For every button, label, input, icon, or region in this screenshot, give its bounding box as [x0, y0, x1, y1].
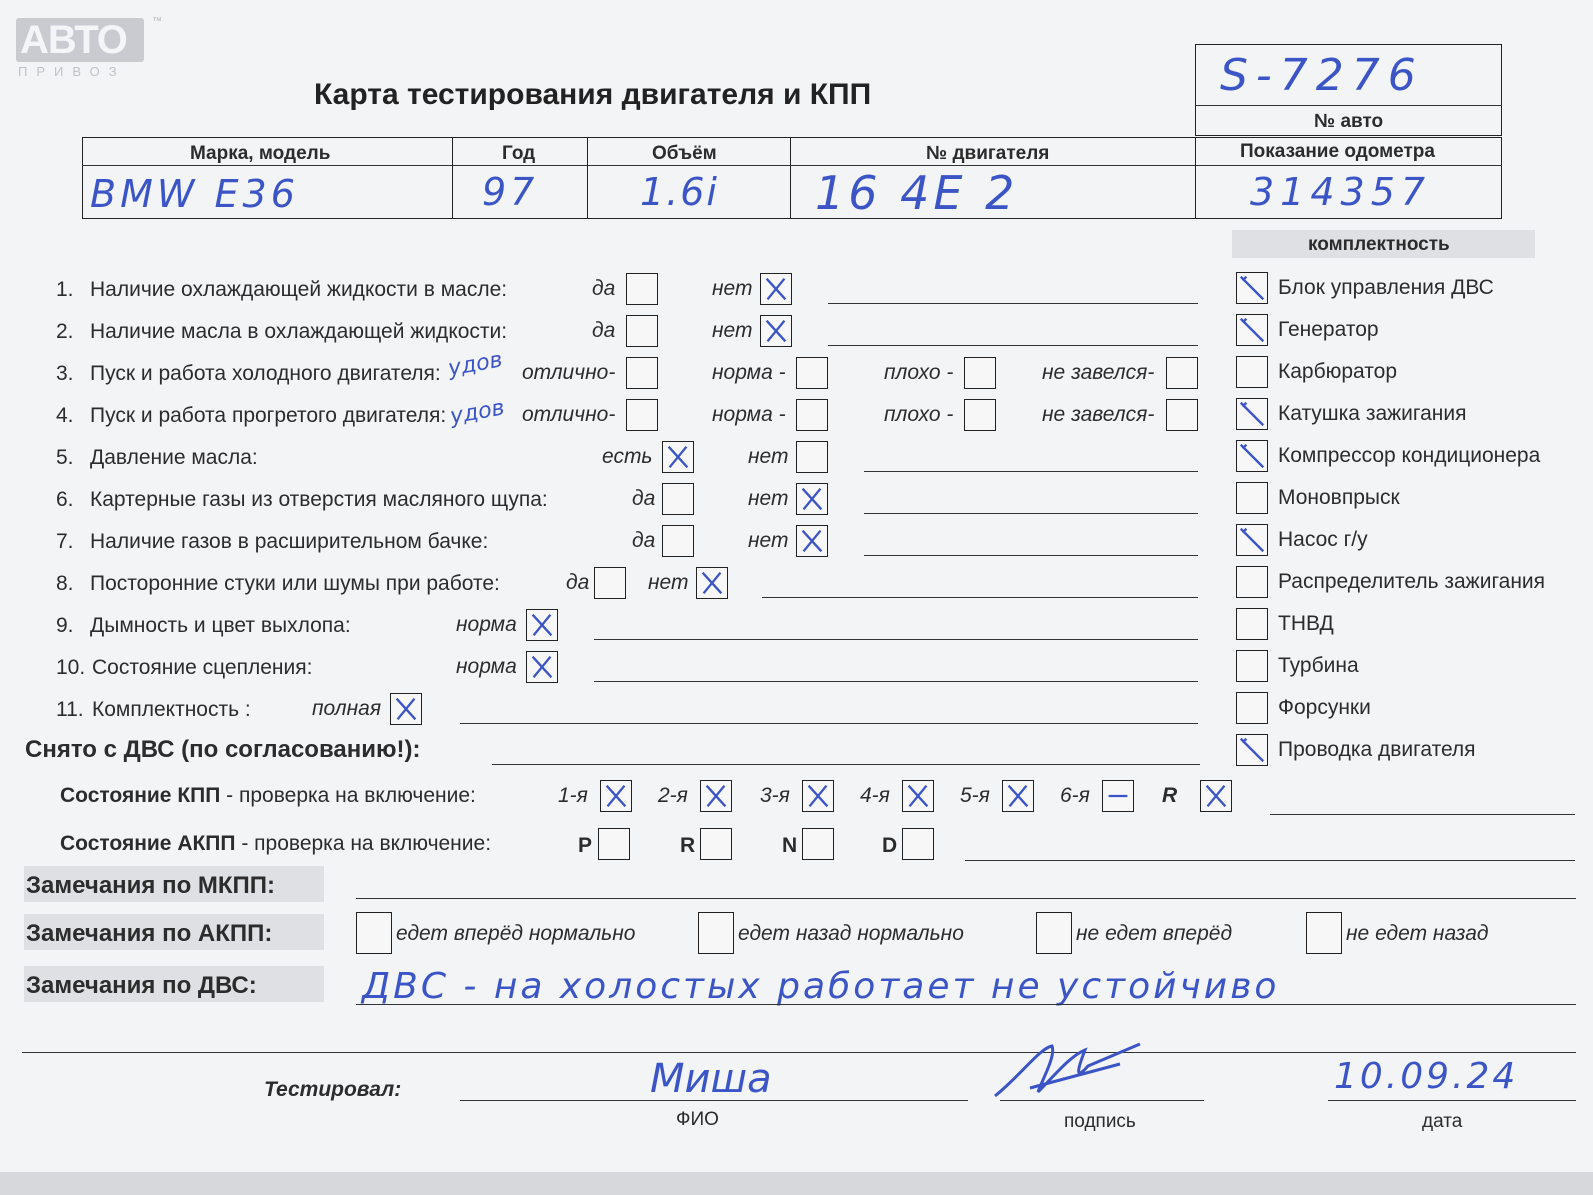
- opt-da-label: да: [592, 319, 616, 342]
- logo-text: АВТО: [20, 18, 127, 62]
- check-1-net-box[interactable]: [760, 273, 792, 305]
- akpp-gear-label: N: [782, 834, 798, 857]
- akpp-remark-option-box[interactable]: [1036, 912, 1072, 954]
- akpp-remark-option-label: едет назад нормально: [738, 922, 964, 945]
- check-3-excellent-box[interactable]: [626, 357, 658, 389]
- check-6-net-box[interactable]: [796, 483, 828, 515]
- engine-number-value: 16 4E 2: [815, 166, 1019, 220]
- check-mark-icon: [1201, 781, 1231, 811]
- komplekt-item-label: Генератор: [1278, 318, 1379, 341]
- opt-yes-label: есть: [602, 445, 653, 468]
- check-8-da-box[interactable]: [594, 567, 626, 599]
- akpp-remark-option-label: едет вперёд нормально: [396, 922, 636, 945]
- check-label: Пуск и работа прогретого двигателя:: [90, 404, 447, 427]
- check-label: Давление масла:: [90, 446, 258, 469]
- opt-net-label: нет: [748, 445, 789, 468]
- opt-normal-label: норма: [456, 613, 517, 636]
- akpp-remark-option-label: не едет вперёд: [1076, 922, 1233, 945]
- opt-normal-label: норма -: [712, 361, 786, 384]
- check-mark-icon: [527, 652, 557, 682]
- komplekt-item-label: Распределитель зажигания: [1278, 570, 1546, 593]
- komplekt-item-12-box[interactable]: [1236, 734, 1268, 766]
- check-2-da-box[interactable]: [626, 315, 658, 347]
- test-date: 10.09.24: [1334, 1056, 1519, 1097]
- check-mark-icon: [797, 526, 827, 556]
- check-mark-icon: [797, 484, 827, 514]
- dvs-remarks-label: Замечания по ДВС:: [26, 972, 257, 999]
- check-5-est-box[interactable]: [662, 441, 694, 473]
- check-3-normal-box[interactable]: [796, 357, 828, 389]
- check-number: 4.: [56, 404, 74, 427]
- logo-sub: ПРИВОЗ: [18, 64, 126, 79]
- komplekt-item-label: Проводка двигателя: [1278, 738, 1476, 761]
- komplekt-item-label: Компрессор кондиционера: [1278, 444, 1541, 467]
- check-mark-icon: [391, 694, 421, 724]
- check-mark-icon: [1237, 273, 1267, 303]
- akpp-gear-D-box[interactable]: [902, 828, 934, 860]
- warm-start-note: удов: [448, 395, 507, 430]
- akpp-gear-label: R: [680, 834, 696, 857]
- komplekt-title: комплектность: [1308, 234, 1450, 255]
- check-number: 6.: [56, 488, 74, 511]
- opt-normal-label: норма -: [712, 403, 786, 426]
- opt-da-label: да: [566, 571, 590, 594]
- akpp-remark-option-box[interactable]: [356, 912, 392, 954]
- check-4-excellent-box[interactable]: [626, 399, 658, 431]
- odometer-value: 314357: [1250, 170, 1432, 214]
- check-number: 7.: [56, 530, 74, 553]
- check-number: 9.: [56, 614, 74, 637]
- akpp-gear-R-box[interactable]: [700, 828, 732, 860]
- check-4-bad-box[interactable]: [964, 399, 996, 431]
- kpp-gear-2-я-box[interactable]: [700, 780, 732, 812]
- gear-label: 1-я: [558, 784, 588, 807]
- opt-nostart-label: не завелся-: [1042, 403, 1155, 426]
- komplekt-item-label: Блок управления ДВС: [1278, 276, 1494, 299]
- mkpp-remarks-label: Замечания по МКПП:: [26, 872, 276, 899]
- check-number: 8.: [56, 572, 74, 595]
- komplekt-item-label: Катушка зажигания: [1278, 402, 1467, 425]
- check-mark-icon: [1237, 525, 1267, 555]
- check-mark-icon: [701, 781, 731, 811]
- check-mark-icon: [1003, 781, 1033, 811]
- auto-number-label: № авто: [1314, 111, 1384, 132]
- opt-normal-label: норма: [456, 655, 517, 678]
- opt-excellent-label: отлично-: [522, 361, 616, 384]
- check-number: 10.: [56, 656, 86, 679]
- komplekt-item-label: Турбина: [1278, 654, 1359, 677]
- check-3-nostart-box[interactable]: [1166, 357, 1198, 389]
- opt-bad-label: плохо -: [884, 403, 954, 426]
- komplekt-item-label: Форсунки: [1278, 696, 1371, 719]
- odometer-label: Показание одометра: [1240, 141, 1435, 162]
- check-label: Посторонние стуки или шумы при работе:: [90, 572, 500, 595]
- check-mark-icon: [663, 442, 693, 472]
- akpp-remarks-label: Замечания по АКПП:: [26, 920, 273, 947]
- komplekt-item-5-box[interactable]: [1236, 440, 1268, 472]
- check-mark-icon: [903, 781, 933, 811]
- komplekt-item-7-box[interactable]: [1236, 524, 1268, 556]
- cold-start-note: удов: [446, 347, 505, 382]
- opt-da-label: да: [632, 487, 656, 510]
- page-title: Карта тестирования двигателя и КПП: [314, 78, 872, 111]
- check-mark-icon: [1237, 399, 1267, 429]
- akpp-label: Состояние АКПП - проверка на включение:: [60, 832, 492, 855]
- komplekt-item-2-box[interactable]: [1236, 314, 1268, 346]
- kpp-gear-5-я-box[interactable]: [1002, 780, 1034, 812]
- check-mark-icon: [697, 568, 727, 598]
- kpp-gear-4-я-box[interactable]: [902, 780, 934, 812]
- kpp-gear-6-я-box[interactable]: [1102, 780, 1134, 812]
- opt-nostart-label: не завелся-: [1042, 361, 1155, 384]
- dash-mark-icon: [1103, 781, 1133, 811]
- check-number: 2.: [56, 320, 74, 343]
- logo-tm: ™: [152, 16, 162, 27]
- logo: [16, 16, 162, 80]
- komplekt-item-label: ТНВД: [1278, 612, 1334, 635]
- gear-label: R: [1162, 784, 1178, 807]
- check-7-da-box[interactable]: [662, 525, 694, 557]
- volume-label: Объём: [652, 143, 717, 164]
- kpp-label: Состояние КПП - проверка на включение:: [60, 784, 476, 807]
- komplekt-item-label: Моновпрыск: [1278, 486, 1400, 509]
- check-label: Картерные газы из отверстия масляного щупа:: [90, 488, 548, 511]
- komplekt-item-label: Насос г/у: [1278, 528, 1368, 551]
- gear-label: 6-я: [1060, 784, 1090, 807]
- check-8-net-box[interactable]: [696, 567, 728, 599]
- check-mark-icon: [803, 781, 833, 811]
- akpp-remark-option-box[interactable]: [698, 912, 734, 954]
- check-5-net-box[interactable]: [796, 441, 828, 473]
- check-10-normal-box[interactable]: [526, 651, 558, 683]
- check-mark-icon: [761, 274, 791, 304]
- opt-net-label: нет: [648, 571, 689, 594]
- check-number: 5.: [56, 446, 74, 469]
- check-label: Наличие масла в охлаждающей жидкости:: [90, 320, 508, 343]
- check-label: Пуск и работа холодного двигателя:: [90, 362, 441, 385]
- check-mark-icon: [1237, 735, 1267, 765]
- komplekt-item-10-box[interactable]: [1236, 650, 1268, 682]
- dvs-remarks-text: ДВС - на холостых работает не устойчиво: [362, 966, 1280, 1007]
- signature-label: подпись: [1064, 1111, 1136, 1132]
- signature: [990, 1036, 1160, 1104]
- check-label: Комплектность :: [92, 698, 251, 721]
- check-2-net-box[interactable]: [760, 315, 792, 347]
- model-value: BMW E36: [90, 172, 299, 216]
- auto-number: S-7276: [1220, 50, 1424, 101]
- komplekt-item-1-box[interactable]: [1236, 272, 1268, 304]
- opt-full-label: полная: [312, 697, 382, 720]
- engine-number-label: № двигателя: [926, 143, 1050, 164]
- gear-label: 4-я: [860, 784, 890, 807]
- check-4-normal-box[interactable]: [796, 399, 828, 431]
- komplekt-item-11-box[interactable]: [1236, 692, 1268, 724]
- fio-label: ФИО: [676, 1109, 719, 1130]
- check-3-bad-box[interactable]: [964, 357, 996, 389]
- year-label: Год: [502, 143, 536, 164]
- kpp-gear-R-box[interactable]: [1200, 780, 1232, 812]
- check-label: Наличие газов в расширительном бачке:: [90, 530, 489, 553]
- check-mark-icon: [761, 316, 791, 346]
- opt-net-label: нет: [748, 487, 789, 510]
- tester-name: Миша: [650, 1056, 772, 1102]
- gear-label: 3-я: [760, 784, 790, 807]
- year-value: 97: [482, 170, 539, 214]
- komplekt-item-9-box[interactable]: [1236, 608, 1268, 640]
- tested-by-label: Тестировал:: [264, 1078, 402, 1101]
- check-7-net-box[interactable]: [796, 525, 828, 557]
- akpp-remark-option-box[interactable]: [1306, 912, 1342, 954]
- komplekt-item-6-box[interactable]: [1236, 482, 1268, 514]
- check-4-nostart-box[interactable]: [1166, 399, 1198, 431]
- model-label: Марка, модель: [190, 143, 331, 164]
- akpp-gear-label: D: [882, 834, 898, 857]
- check-6-da-box[interactable]: [662, 483, 694, 515]
- opt-da-label: да: [592, 277, 616, 300]
- check-number: 11.: [56, 698, 84, 721]
- opt-net-label: нет: [712, 319, 753, 342]
- check-1-da-box[interactable]: [626, 273, 658, 305]
- check-9-normal-box[interactable]: [526, 609, 558, 641]
- akpp-gear-label: P: [578, 834, 593, 857]
- akpp-remark-option-label: не едет назад: [1346, 922, 1489, 945]
- opt-net-label: нет: [748, 529, 789, 552]
- check-mark-icon: [1237, 441, 1267, 471]
- check-mark-icon: [527, 610, 557, 640]
- gear-label: 2-я: [658, 784, 688, 807]
- komplekt-item-3-box[interactable]: [1236, 356, 1268, 388]
- check-mark-icon: [601, 781, 631, 811]
- check-number: 1.: [56, 278, 74, 301]
- komplekt-item-label: Карбюратор: [1278, 360, 1398, 383]
- volume-value: 1.6i: [640, 170, 719, 214]
- komplekt-item-8-box[interactable]: [1236, 566, 1268, 598]
- opt-bad-label: плохо -: [884, 361, 954, 384]
- check-label: Дымность и цвет выхлопа:: [90, 614, 351, 637]
- kpp-gear-1-я-box[interactable]: [600, 780, 632, 812]
- opt-excellent-label: отлично-: [522, 403, 616, 426]
- check-label: Наличие охлаждающей жидкости в масле:: [90, 278, 508, 301]
- removed-label: Снято с ДВС (по согласованию!):: [25, 736, 421, 763]
- kpp-gear-3-я-box[interactable]: [802, 780, 834, 812]
- date-label: дата: [1422, 1111, 1463, 1132]
- akpp-gear-P-box[interactable]: [598, 828, 630, 860]
- gear-label: 5-я: [960, 784, 990, 807]
- check-label: Состояние сцепления:: [92, 656, 313, 679]
- check-mark-icon: [1237, 315, 1267, 345]
- akpp-gear-N-box[interactable]: [802, 828, 834, 860]
- opt-net-label: нет: [712, 277, 753, 300]
- check-number: 3.: [56, 362, 74, 385]
- opt-da-label: да: [632, 529, 656, 552]
- check-11-full-box[interactable]: [390, 693, 422, 725]
- komplekt-item-4-box[interactable]: [1236, 398, 1268, 430]
